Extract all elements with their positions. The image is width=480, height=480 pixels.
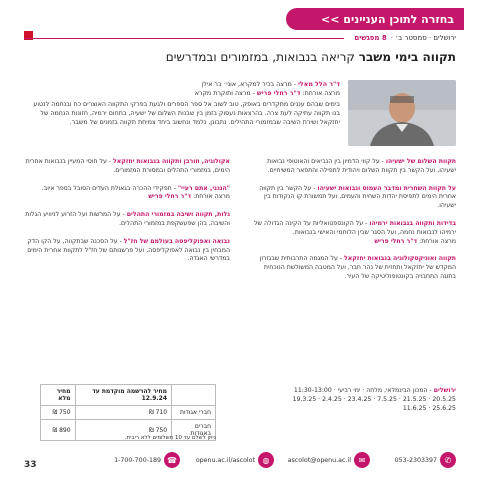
- price-note: ניתן לשלם עד 10 תשלומים ללא ריבית.: [124, 435, 216, 441]
- topic-heading: "הנגני, אתם רעיי": [177, 184, 230, 192]
- topic-item: [24, 185, 230, 203]
- topic-body: - על המגמה התרבותית שבגזרון המקדש של יחזקאל ותחזית של נהר חבר, ועל המטבה המשולשת הנוכחית בתוגה התחבויה בקונטופוליטיקה של העיר.: [259, 255, 456, 280]
- header-count: 8 מפגשים: [354, 34, 387, 42]
- footer-tel-text[interactable]: 1-700-700-189: [114, 456, 161, 464]
- email-icon: ✉: [354, 452, 370, 468]
- topic-item: [250, 185, 456, 211]
- footer-email[interactable]: [288, 452, 370, 468]
- schedule-details: - המכון הבינמלאי, מלחה · ימי רביעי · 11:30-13:00: [293, 387, 432, 394]
- topic-heading: אקולוגיה, חורבן ותקווה בנבואות יחזקאל: [113, 158, 230, 165]
- whatsapp-icon: ✆: [440, 452, 456, 468]
- topic-body: - תפקידי ההכרה בגאולת העדים הסובל בספר איוב.: [41, 184, 176, 192]
- topic-item: [250, 255, 456, 281]
- topic-body: - על הקשר בין תקווה אחרית הימים לתפיסת יהדות השחית והעמים, ועל תמשורת קו הנקודות בין ישעיהו.: [259, 184, 456, 210]
- schedule-city: ירושלים: [433, 387, 456, 394]
- table-row: [41, 406, 216, 420]
- price-table-header-row: [41, 385, 216, 406]
- back-to-toc-label[interactable]: בחזרה לתוכן העניינים >>: [321, 12, 454, 26]
- phone-icon: ☎: [164, 452, 180, 468]
- topic-item: [250, 220, 456, 246]
- footer-phone-text[interactable]: 053-2303397: [394, 456, 437, 464]
- globe-icon: ◍: [258, 452, 274, 468]
- price-header-cell: [172, 385, 216, 406]
- lecturer-portrait-icon: [348, 80, 456, 146]
- lecturer-title: - מרצה בכיר למקרא, אוני׳ בר אילן: [201, 81, 297, 88]
- price-header-cell: מחיר מלא: [41, 385, 76, 406]
- back-to-toc-banner[interactable]: [286, 8, 464, 30]
- guest-name: ד"ר רחלי פריש: [374, 237, 418, 245]
- price-cell: חברים באגודות: [172, 420, 216, 441]
- course-description: בימים שבהם עננים מתקדרים באופק, טוב לשוב אל ספר הספרים ולגעת בפרקי התקווה האוצרים כח ובנחמה לנטוע בנו תקווה עתיקה לעת צרה. בהרצאות נעסוק בזמן בין שבנות השלום של ישעיה, בתחום ירמיה, חזונות הנחמה של יחזקאל ושירת השיבה שבמזמורי התהילים. נתבונן, נלמד ונחשוב ביחד צמיחת תקווה בזמנים של משבר.: [33, 101, 340, 126]
- schedule-header: [250, 386, 456, 395]
- title-rest: קריאה בנבואות, במזמורים ובמדרשים: [165, 50, 355, 64]
- footer-web-text[interactable]: openu.ac.il/ascolot: [195, 456, 255, 464]
- price-cell: 750 ₪: [75, 420, 172, 441]
- guest-prefix: מרצה אורחת:: [419, 237, 456, 245]
- header-crumb: ירושלים · סמסטר ב׳ ·: [390, 34, 456, 42]
- schedule-dates-row1: 20.5.25 · 21.5.25 · 7.5.25 · 23.4.25 · 2.4.25 · 19.3.25: [292, 396, 456, 403]
- lecturer-line1: [24, 80, 340, 89]
- topic-body: - על קווי הדמיון בין הנביאים והאוטופי נבואות ישעיהו, ועל הקשר בין תקוות השלום ויהודית לתפילה והתפאר המשיחיים.: [267, 158, 456, 174]
- topic-guest-lecturer: [24, 193, 230, 202]
- page-number: 33: [24, 460, 37, 470]
- topic-guest-lecturer: [250, 238, 456, 247]
- price-cell: 890 ₪: [41, 420, 76, 441]
- price-cell: 750 ₪: [41, 406, 76, 420]
- price-header-cell: מחיר להרשמה מוקדמת עד 12.9.24: [75, 385, 172, 406]
- header-line: [24, 34, 456, 42]
- guest-prefix: מרצה אורחת:: [193, 193, 230, 201]
- schedule-dates-row2: 25.6.25 · 11.6.25: [402, 405, 456, 412]
- topic-heading: על תקוות השחרית ומדבר העמוס ונבואות ישעיהו: [317, 184, 456, 192]
- footer-email-text[interactable]: ascolot@openu.ac.il: [287, 456, 351, 464]
- topic-body: - על הסכנה שבתקווה, על הקו הדק המבחין בין נבואה לאפוקליפסה, ועל פרשנותם של חז"ל לתקוות אחרית הימים במדרשי האגדה.: [27, 237, 230, 263]
- topic-item: [24, 158, 230, 176]
- guest-name: ד"ר רחלי פריש: [256, 90, 301, 97]
- footer-telephone[interactable]: [114, 452, 180, 468]
- guest-name: ד"ר רחלי פריש: [148, 193, 192, 201]
- title-bold: תקווה בימי משבר: [358, 50, 456, 64]
- topics-right-column: [250, 158, 456, 291]
- footer-website[interactable]: [196, 452, 274, 468]
- lecturer-name: ד"ר הלל מאלי: [298, 81, 340, 88]
- topic-body: - על המרשות ועל הזרוע לניוויע הגלות והשיבה, בהן שפעשקפת במזמורי התהלים.: [25, 211, 230, 227]
- topics-left-column: [24, 158, 230, 273]
- topic-body: - על הקונספטואליות על הקינה הגדולה של ירמיהו לנבואות נחמה, ועל הסגר שבין הלוחמי והאישי בנבואות.: [254, 219, 456, 236]
- topic-item: [250, 158, 456, 176]
- page-footer: [0, 438, 480, 480]
- schedule-block: [250, 386, 456, 413]
- lecturer-photo: [348, 80, 456, 146]
- topic-body: - על חוסי המעיין בנבואות אחרית הימים, במזמורי התהלים ובמסורת המזמורים.: [25, 158, 230, 174]
- page-title: [24, 50, 456, 64]
- guest-prefix: מרצה אורחת:: [302, 90, 340, 97]
- guest-title: - מרצה ותוקרת מקרא: [194, 90, 255, 97]
- topic-heading: תקווה ואוניקסקולוגיה בנבואות יחזקאל: [344, 255, 456, 263]
- lecturer-info: [24, 80, 340, 127]
- topic-heading: גלות, תקווה ושיבה במזמורי התהלים: [126, 211, 230, 219]
- guest-lecturer-line: [24, 89, 340, 98]
- topic-item: [24, 211, 230, 229]
- header-rule: [24, 38, 344, 39]
- topic-heading: נבואה ואפוקליפסה בעולמם של חז"ל: [123, 237, 230, 245]
- topic-heading: תקוות השלום של ישעיהו: [385, 158, 456, 165]
- price-cell: 710 ₪: [75, 406, 172, 420]
- price-cell: חברי אגודות: [172, 406, 216, 420]
- price-table: [40, 384, 216, 441]
- footer-whatsapp[interactable]: [395, 452, 456, 468]
- topic-heading: בדידות ותקווה בנבואות ירמיהו: [369, 219, 456, 227]
- topic-item: [24, 238, 230, 264]
